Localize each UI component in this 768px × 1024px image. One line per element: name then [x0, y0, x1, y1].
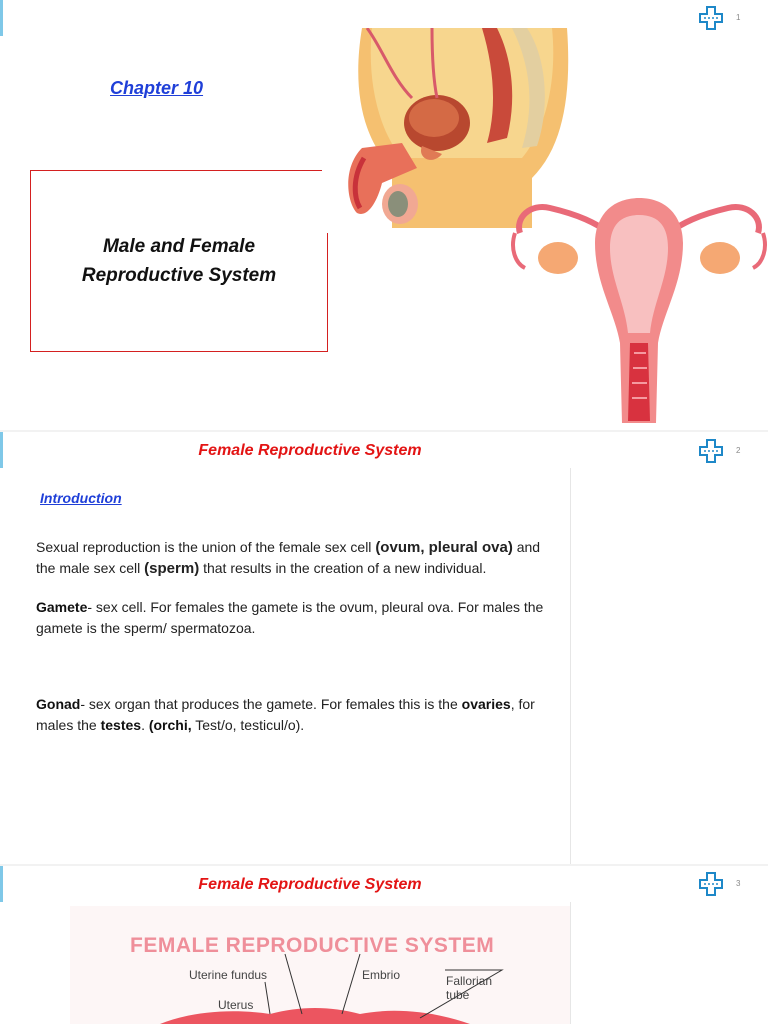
text: Test/o, testicul/o). — [191, 717, 305, 733]
introduction-link[interactable]: Introduction — [40, 490, 122, 506]
slide-divider-line — [570, 902, 571, 1024]
medical-cross-icon — [698, 5, 724, 31]
text: that results in the creation of a new individual. — [199, 560, 487, 576]
label-fallopian-line2: tube — [446, 988, 470, 1002]
paragraph-gonad — [36, 694, 560, 736]
slide-1 — [0, 0, 768, 430]
uterus-illustration — [510, 193, 768, 428]
label-fallopian-line1: Fallorian — [446, 974, 493, 988]
text: . — [141, 717, 149, 733]
bold-term: Gonad — [36, 696, 81, 712]
bold-term: (orchi, — [148, 717, 192, 733]
bold-term: ovaries — [461, 696, 511, 712]
label-uterus: Uterus — [218, 998, 254, 1012]
diagram-title: FEMALE REPRODUCTIVE SYSTEM — [130, 934, 495, 957]
slide-title — [82, 232, 276, 290]
slide-divider-line — [570, 468, 571, 864]
page-number: 3 — [736, 879, 741, 888]
page-number: 1 — [736, 13, 741, 22]
page-number: 2 — [736, 446, 741, 455]
text: - sex organ that produces the gamete. For females this is the — [80, 696, 462, 712]
medical-cross-icon — [698, 871, 724, 897]
text: - sex cell. For females the gamete is the ovum, pleural ova. For males the gamete is the sperm/ spermatozoa. — [36, 599, 544, 636]
label-embrio: Embrio — [362, 968, 401, 982]
label-uterine-fundus: Uterine fundus — [189, 968, 268, 982]
slide-title-line2: Reproductive System — [81, 265, 277, 286]
slide-title-line1: Male and Female — [102, 236, 256, 257]
bold-term: Gamete — [36, 599, 88, 615]
accent-bar — [0, 0, 3, 36]
bold-term: testes — [100, 717, 142, 733]
text: , for males the — [36, 696, 535, 733]
title-box — [30, 170, 328, 352]
chapter-link[interactable]: Chapter 10 — [110, 78, 204, 98]
slide-header: Female Reproductive System — [198, 442, 422, 459]
paragraph-sexual-reproduction — [36, 537, 560, 579]
slide-header: Female Reproductive System — [198, 876, 422, 893]
text: and the male sex cell — [36, 539, 541, 576]
bold-term: (ovum, pleural ova) — [375, 539, 513, 556]
label-fallopian-tube — [446, 974, 492, 1002]
female-diagram-illustration — [70, 906, 570, 1024]
paragraph-gamete — [36, 597, 560, 639]
medical-cross-icon — [698, 438, 724, 464]
bold-term: (sperm) — [144, 560, 200, 577]
text: Sexual reproduction is the union of the female sex cell — [36, 539, 376, 555]
